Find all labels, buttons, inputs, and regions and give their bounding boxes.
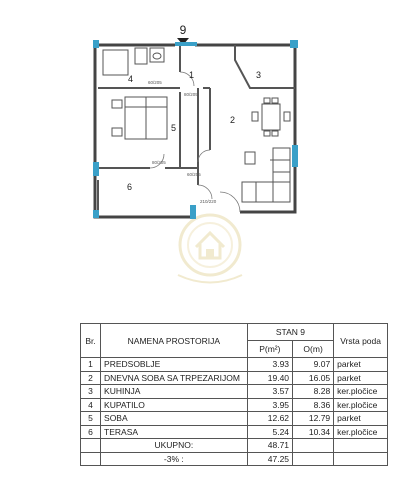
dining-table-icon [252, 98, 290, 136]
door-dimension: 80/205 [152, 160, 166, 165]
room-label-3: 3 [256, 70, 262, 80]
room-label-4: 4 [128, 74, 134, 84]
room-table [80, 323, 388, 466]
door-dimension: 60/205 [187, 172, 201, 177]
br-header: Br. [81, 324, 101, 358]
total-row [81, 439, 388, 453]
name-header: NAMENA PROSTORIJA [101, 324, 248, 358]
unit-number: 9 [179, 23, 187, 37]
room-label-2: 2 [230, 115, 236, 125]
perimeter-header: O(m) [293, 341, 334, 358]
table-row: 1 PREDSOBLJE 3.93 9.07 parket [81, 358, 388, 372]
room-label-6: 6 [127, 182, 133, 192]
floor-type-header: Vrsta poda [334, 324, 388, 358]
table-row: 4 KUPATILO 3.95 8.36 ker.pločice [81, 398, 388, 412]
room-label-5: 5 [171, 123, 177, 133]
table-row: 6 TERASA 5.24 10.34 ker.pločice [81, 425, 388, 439]
table-row: 2 DNEVNA SOBA SA TRPEZARIJOM 19.40 16.05 parket [81, 371, 388, 385]
bed-icon [112, 97, 167, 139]
door-dimension: 210/220 [200, 199, 217, 204]
door-dimension: 80/205 [184, 92, 198, 97]
sofa-icon [242, 148, 290, 202]
area-header: P(m²) [247, 341, 292, 358]
total-label: UKUPNO: [101, 439, 248, 453]
bathroom-fixtures [103, 48, 164, 75]
reduced-label: -3% : [101, 452, 248, 466]
reduced-row [81, 452, 388, 466]
room-label-1: 1 [189, 70, 195, 80]
reduced-value: 47.25 [247, 452, 292, 466]
stan-header: STAN 9 [247, 324, 334, 341]
door-dimension: 60/205 [148, 80, 162, 85]
home-location-icon [178, 215, 242, 283]
table-row: 3 KUHINJA 3.57 8.28 ker.pločice [81, 385, 388, 399]
table-row: 5 SOBA 12.62 12.79 parket [81, 412, 388, 426]
total-value: 48.71 [247, 439, 292, 453]
